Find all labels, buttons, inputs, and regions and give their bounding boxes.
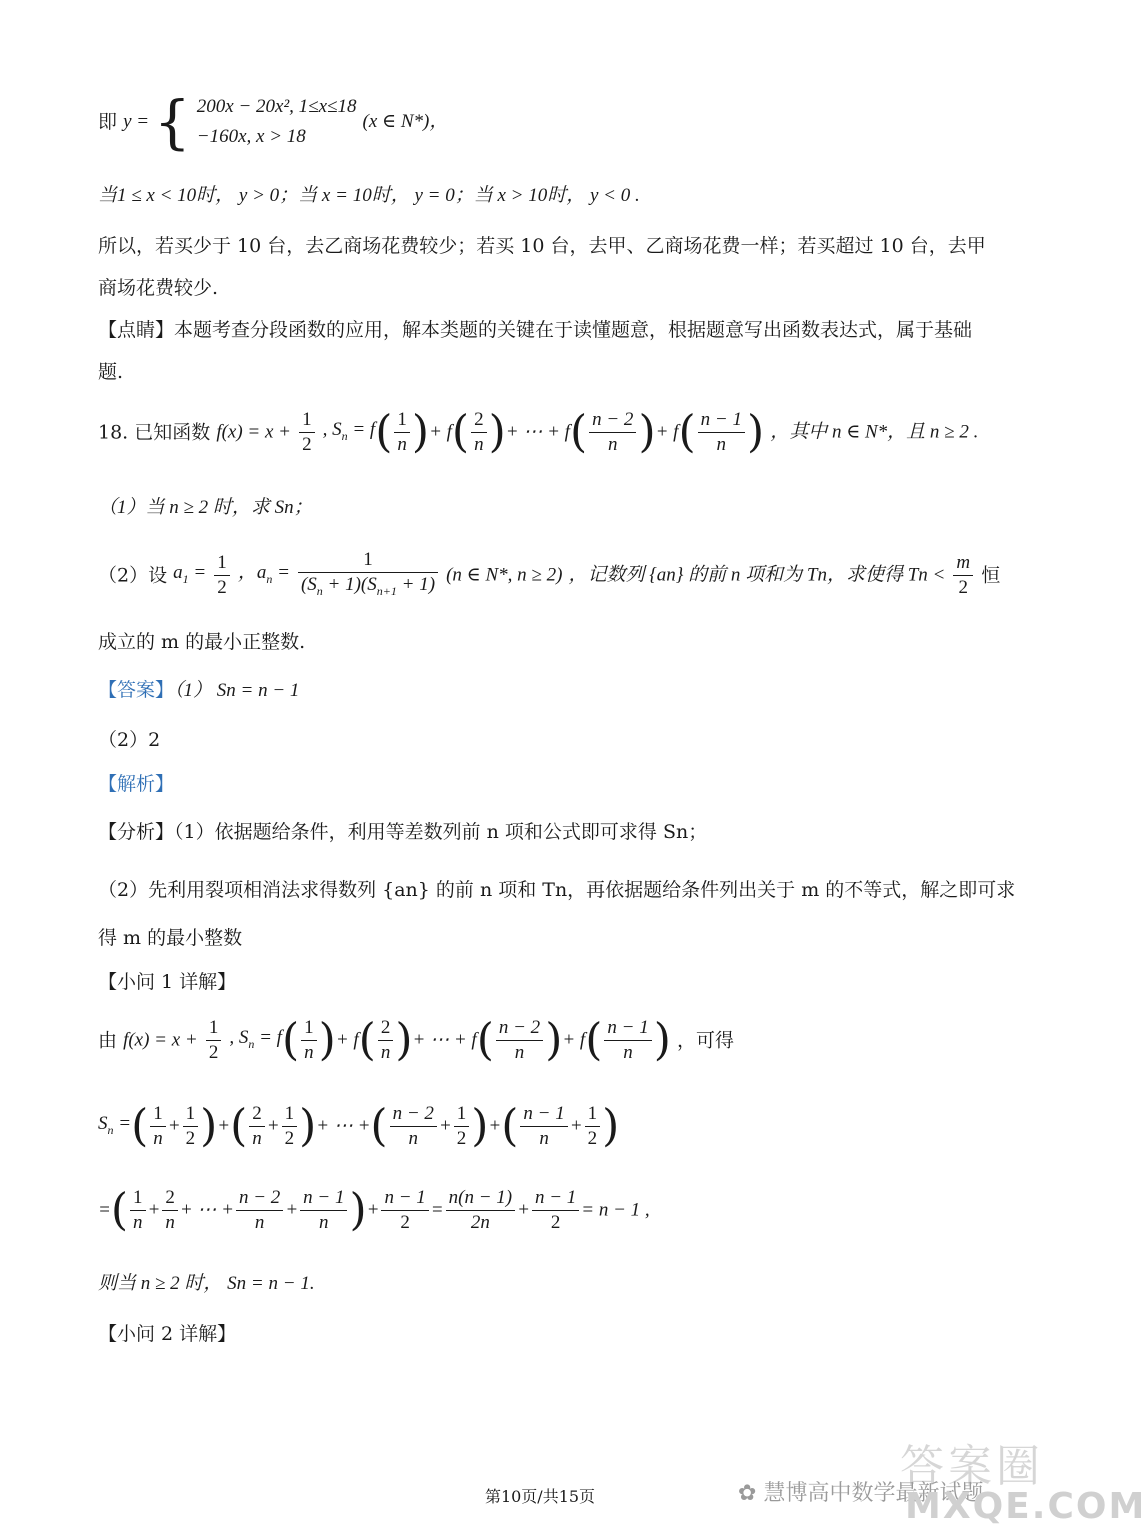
subsolution-1-heading: 【小问 1 详解】 bbox=[98, 971, 237, 993]
derivation-step-1: $S_n$ =( $\frac{1}{n}$ + $\frac{1}{2}$ )+( $\frac{2}{n}$ + $\frac{1}{2}$ )+ ⋯ +( $\frac{n - 2}{n}$ + $\frac{1}{2}$ )+( $\frac{n - 1}{n}$ + $\frac{1}{2}$ ) bbox=[98, 1100, 620, 1152]
wechat-icon: ✿ bbox=[738, 1481, 764, 1506]
derivation-given: 由 f(x) = x + $\frac{1}{2}$ , $S_n = f$( $\frac{1}{n}$ )+ f( $\frac{2}{n}$ )+ ⋯ + f( $\frac{n - 2}{n}$ )+ f( $\frac{n - 1}{n}$ ) ，可得 bbox=[98, 1014, 734, 1066]
question-18-number: 18. 已知函数 bbox=[98, 421, 211, 444]
analysis-tag: 【解析】 bbox=[98, 773, 175, 795]
case-2: −160x, x > 18 bbox=[196, 126, 306, 147]
text-line-3: 所以，若买少于 10 台，去乙商场花费较少；若买 10 台，去甲、乙商场花费一样；若买超过 10 台，去甲 bbox=[98, 235, 986, 257]
case-1: 200x − 20x², 1≤x≤18 bbox=[196, 96, 357, 117]
subsolution-2-heading: 【小问 2 详解】 bbox=[98, 1323, 237, 1345]
fenxi-line-3: 得 m 的最小整数 bbox=[98, 927, 243, 949]
derivation-kede: ，可得 bbox=[676, 1029, 734, 1052]
subquestion-2-head: （2）设 bbox=[98, 564, 168, 587]
text-line-6: 题. bbox=[98, 361, 124, 383]
answer-tag: 【答案】 bbox=[98, 679, 175, 701]
piecewise-prefix: 即 bbox=[98, 111, 118, 133]
page-number: 第10页/共15页 bbox=[484, 1487, 596, 1506]
dianjing-tag: 【点睛】 bbox=[98, 319, 175, 341]
fenxi-line-2: （2）先利用裂项相消法求得数列 {an} 的前 n 项和 Tn，再依据题给条件列出关于 m 的不等式，解之即可求 bbox=[98, 879, 1016, 901]
fenxi-tag: 【分析】 bbox=[98, 821, 175, 843]
answer-line bbox=[98, 676, 998, 705]
watermark-stamp: 答案圈 bbox=[900, 1441, 1044, 1492]
piecewise-cases bbox=[197, 92, 357, 152]
subquestion-1: （1）当 n ≥ 2 时，求 Sn； bbox=[98, 497, 313, 518]
answer-2: （2）2 bbox=[98, 729, 161, 751]
piecewise-condition: (x ∈ N*)， bbox=[362, 111, 449, 132]
fraction-one-half: $\frac{1}{2}$ bbox=[299, 408, 315, 457]
an-fraction: $\frac{1}{(S_n + 1)(S_{n+1} + 1)}$ bbox=[298, 548, 438, 603]
watermark-site: MXQE.COM bbox=[905, 1486, 1146, 1527]
subquestion-2-line-2: 成立的 m 的最小正整数. bbox=[98, 631, 306, 653]
fenxi-line-1 bbox=[98, 818, 998, 846]
watermark-text: ✿ 慧博高中数学最新试题 bbox=[738, 1481, 984, 1506]
piecewise-line: 即 y = { 200x − 20x², 1≤x≤18 −160x, x > 18 (x ∈ N*)， bbox=[98, 88, 449, 156]
question-18-tail: ，其中 n ∈ N*，且 n ≥ 2 . bbox=[770, 421, 979, 443]
dianjing-text: 本题考查分段函数的应用，解本类题的关键在于读懂题意，根据题意写出函数表达式，属于基础 bbox=[174, 319, 973, 341]
fenxi-text-1: （1）依据题给条件，利用等差数列前 n 项和公式即可求得 Sn； bbox=[174, 821, 708, 843]
text-line-2: 当1 ≤ x < 10时， y > 0；当 x = 10时， y = 0；当 x > 10时， y < 0 . bbox=[98, 185, 640, 206]
question-18: 18. 已知函数 f(x) = x + $\frac{1}{2}$ , $S_n = f$( $\frac{1}{n}$ )+ f( $\frac{2}{n}$ )+ ⋯ + f( $\frac{n - 2}{n}$ )+ f( $\frac{n - 1}{n}$ ) ，其中 n ∈ N*，且 n ≥ 2 . bbox=[98, 406, 979, 458]
derivation-step-2: =( $\frac{1}{n}$ + $\frac{2}{n}$ + ⋯ + $\frac{n - 2}{n}$ + $\frac{n - 1}{n}$ )+ $\frac{n - 1}{2}$ = $\frac{n(n - 1)}{2n}$ + $\frac{n - 1}{2}$ = n − 1 , bbox=[98, 1184, 650, 1236]
derivation-by: 由 bbox=[98, 1029, 118, 1052]
text-line-4: 商场花费较少. bbox=[98, 277, 219, 299]
left-brace-icon: { bbox=[153, 88, 191, 156]
subquestion-2: （2）设 $a_1$ = $\frac{1}{2}$ ，$a_n$ = $\frac{1}{(S_n + 1)(S_{n+1} + 1)}$ (n ∈ N*, n ≥ 2) ，记数列 {an} 的前 n 项和为 Tn，求使得 Tn < $\frac{m}{2}$ 恒 bbox=[98, 548, 998, 608]
answer-1: （1） Sn = n − 1 bbox=[174, 680, 300, 701]
subquestion-2-tail: 恒 bbox=[981, 564, 1001, 587]
subquestion-2-mid: ，记数列 {an} 的前 n 项和为 Tn，求使得 Tn < bbox=[568, 564, 946, 586]
dianjing-line bbox=[98, 316, 998, 344]
derivation-conclusion: 则当 n ≥ 2 时， Sn = n − 1. bbox=[98, 1273, 315, 1294]
